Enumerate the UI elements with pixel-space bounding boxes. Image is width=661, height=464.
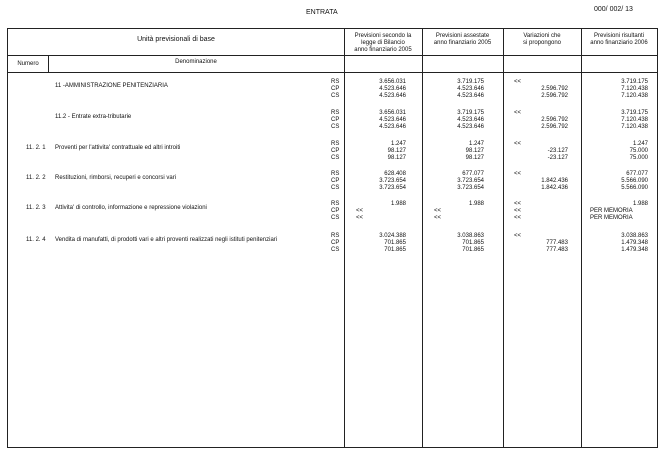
row-code: RS	[331, 79, 340, 85]
col3-divider	[503, 29, 504, 447]
row-code: RS	[331, 110, 340, 116]
cell-c2: 701.865	[462, 240, 484, 246]
cell-c2: 3.038.863	[457, 233, 484, 239]
header-bottom-rule	[8, 72, 657, 73]
cell-c4: 3.038.863	[621, 233, 648, 239]
cell-c4: 1.479.348	[621, 247, 648, 253]
row-code: CP	[331, 178, 340, 184]
cell-c4: 75.000	[629, 148, 648, 154]
cell-c2: 3.723.654	[457, 178, 484, 184]
row-denominazione: 11 -AMMINISTRAZIONE PENITENZIARIA	[55, 83, 168, 89]
cell-c4: 7.120.438	[621, 117, 648, 123]
row-code: CP	[331, 148, 340, 154]
row-code: RS	[331, 233, 340, 239]
cell-c2: 4.523.646	[457, 93, 484, 99]
cell-c2: 1.988	[468, 201, 484, 207]
cell-c3: 2.596.792	[541, 93, 568, 99]
col3-heading: Variazioni che si propongono	[522, 33, 562, 46]
cell-c2: 3.723.654	[457, 185, 484, 191]
cell-c4: PER MEMORIA	[590, 208, 633, 214]
cell-c2: <<	[434, 208, 442, 214]
cell-c1: 1.988	[390, 201, 406, 207]
budget-table	[7, 28, 658, 448]
cell-c4: 3.719.175	[621, 79, 648, 85]
cell-c2: 4.523.646	[457, 86, 484, 92]
cell-c1: 98.127	[387, 155, 406, 161]
row-denominazione: Attivita' di controllo, informazione e repressione violazioni	[55, 205, 207, 211]
cell-c3: <<	[514, 171, 522, 177]
cell-c1: 3.024.388	[379, 233, 406, 239]
cell-c1: 628.408	[384, 171, 406, 177]
cell-c2: 4.523.646	[457, 124, 484, 130]
cell-c3: <<	[514, 141, 522, 147]
cell-c2: 1.247	[468, 141, 484, 147]
page-number: 000/ 002/ 13	[594, 6, 633, 13]
cell-c3: <<	[514, 79, 522, 85]
row-numero: 11. 2. 1	[26, 145, 46, 151]
cell-c3: 777.483	[546, 240, 568, 246]
cell-c1: <<	[356, 215, 364, 221]
header-divider	[8, 55, 657, 56]
cell-c4: 1.988	[632, 201, 648, 207]
row-code: CS	[331, 124, 340, 130]
cell-c1: 701.865	[384, 247, 406, 253]
cell-c1: 98.127	[387, 148, 406, 154]
cell-c1: 4.523.646	[379, 124, 406, 130]
cell-c1: 3.723.654	[379, 178, 406, 184]
cell-c4: 7.120.438	[621, 93, 648, 99]
cell-c4: 7.120.438	[621, 124, 648, 130]
cell-c3: 2.596.792	[541, 86, 568, 92]
row-denominazione: Restituzioni, rimborsi, recuperi e concorsi vari	[55, 175, 177, 181]
cell-c1: 4.523.646	[379, 86, 406, 92]
cell-c3: 2.596.792	[541, 124, 568, 130]
cell-c1: 3.656.031	[379, 79, 406, 85]
cell-c3: <<	[514, 110, 522, 116]
row-numero: 11. 2. 3	[26, 205, 46, 211]
cell-c2: 677.077	[462, 171, 484, 177]
cell-c1: 1.247	[390, 141, 406, 147]
row-code: RS	[331, 201, 340, 207]
cell-c2: 98.127	[465, 155, 484, 161]
row-code: CS	[331, 155, 340, 161]
numero-heading: Numero	[17, 61, 39, 67]
cell-c2: 701.865	[462, 247, 484, 253]
row-denominazione: Proventi per l'attivita' contrattuale ed altri introiti	[55, 145, 181, 151]
row-code: CS	[331, 247, 340, 253]
cell-c1: 701.865	[384, 240, 406, 246]
cell-c4: 5.566.090	[621, 178, 648, 184]
cell-c2: 3.719.175	[457, 110, 484, 116]
cell-c2: 4.523.646	[457, 117, 484, 123]
row-numero: 11. 2. 2	[26, 175, 46, 181]
col2-heading: Previsioni assestate anno finanziario 2005	[433, 33, 492, 46]
denominazione-heading: Denominazione	[175, 59, 217, 65]
cell-c4: 7.120.438	[621, 86, 648, 92]
cell-c4: 1.247	[632, 141, 648, 147]
row-denominazione: 11.2 - Entrate extra-tributarie	[55, 114, 132, 120]
row-code: CP	[331, 208, 340, 214]
unita-heading: Unità previsionali di base	[137, 36, 215, 43]
cell-c3: <<	[514, 201, 522, 207]
cell-c4: 677.077	[626, 171, 648, 177]
cell-c4: 1.479.348	[621, 240, 648, 246]
cell-c1: <<	[356, 208, 364, 214]
cell-c2: 98.127	[465, 148, 484, 154]
cell-c4: 5.566.090	[621, 185, 648, 191]
cell-c3: <<	[514, 233, 522, 239]
cell-c3: -23.127	[547, 148, 568, 154]
row-code: CS	[331, 93, 340, 99]
cell-c4: PER MEMORIA	[590, 215, 633, 221]
cell-c2: 3.719.175	[457, 79, 484, 85]
cell-c3: 1.842.436	[541, 178, 568, 184]
cell-c4: 3.719.175	[621, 110, 648, 116]
cell-c3: <<	[514, 208, 522, 214]
row-code: CP	[331, 86, 340, 92]
cell-c3: 777.483	[546, 247, 568, 253]
row-code: CP	[331, 117, 340, 123]
document-title: ENTRATA	[306, 9, 338, 16]
cell-c3: 2.596.792	[541, 117, 568, 123]
cell-c3: <<	[514, 215, 522, 221]
row-code: RS	[331, 141, 340, 147]
cell-c1: 4.523.646	[379, 117, 406, 123]
cell-c1: 4.523.646	[379, 93, 406, 99]
col4-heading: Previsioni risultanti anno finanziario 2006	[590, 33, 648, 46]
row-code: CP	[331, 240, 340, 246]
cell-c2: <<	[434, 215, 442, 221]
row-code: CS	[331, 185, 340, 191]
row-denominazione: Vendita di manufatti, di prodotti vari e altri proventi realizzati negli istituti penitenziari	[55, 237, 278, 243]
col4-divider	[581, 29, 582, 447]
col1-heading: Previsioni secondo la legge di Bilancio anno finanziario 2005	[354, 33, 412, 53]
row-code: CS	[331, 215, 340, 221]
cell-c1: 3.656.031	[379, 110, 406, 116]
cell-c3: 1.842.436	[541, 185, 568, 191]
cell-c4: 75.000	[629, 155, 648, 161]
cell-c3: -23.127	[547, 155, 568, 161]
cell-c1: 3.723.654	[379, 185, 406, 191]
row-numero: 11. 2. 4	[26, 237, 46, 243]
row-code: RS	[331, 171, 340, 177]
